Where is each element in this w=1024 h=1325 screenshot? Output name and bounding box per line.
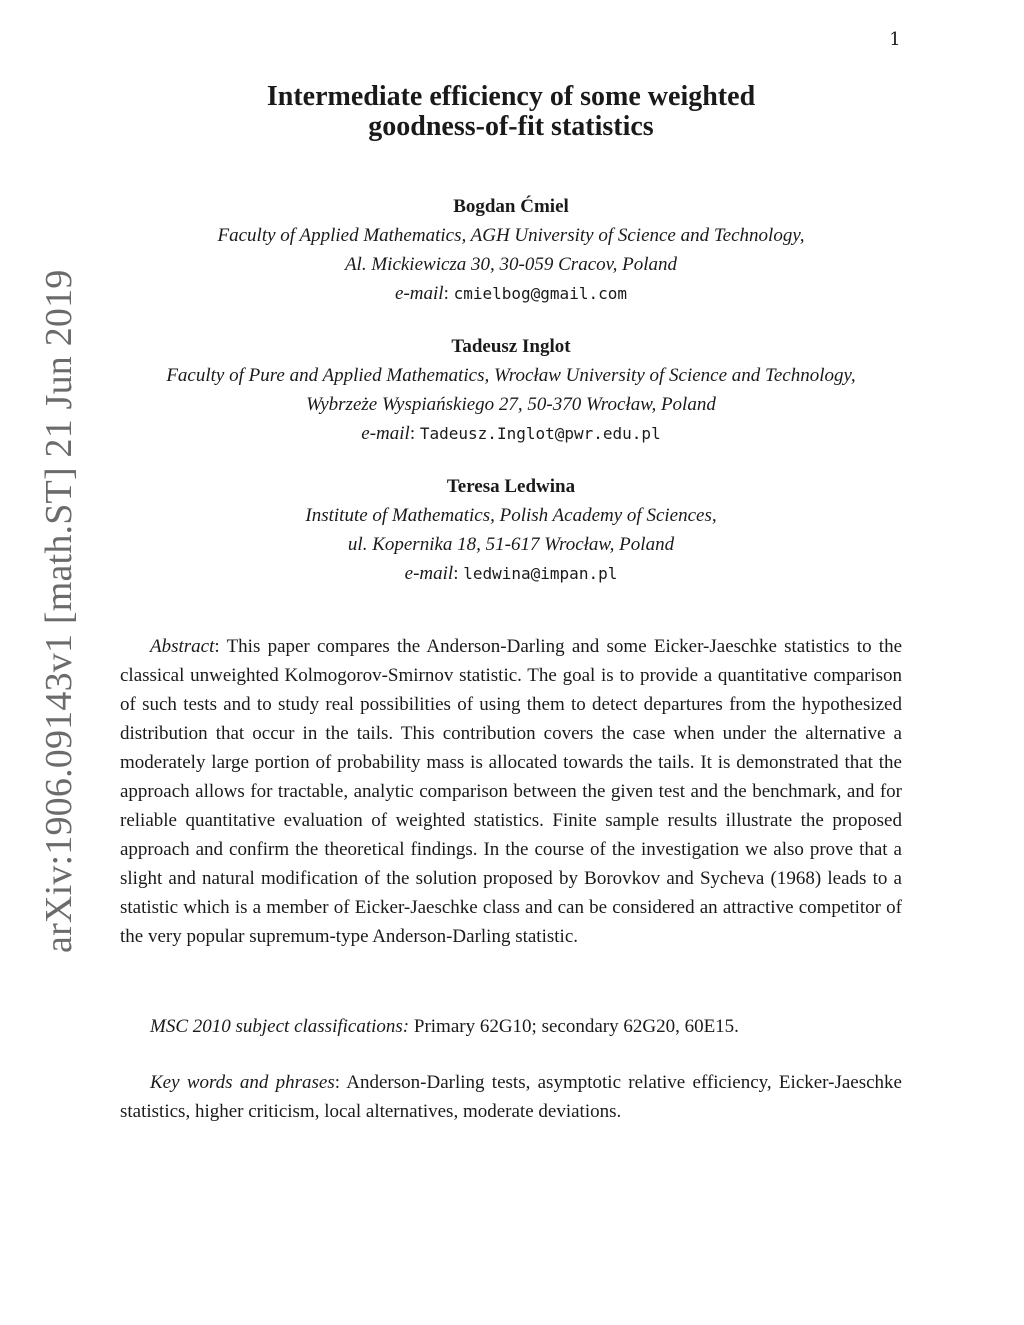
- abstract-label: Abstract: [150, 636, 215, 657]
- author-name: Bogdan Ćmiel: [453, 196, 569, 217]
- email-label: e-mail: [361, 423, 410, 444]
- msc-label: MSC 2010 subject classifications:: [150, 1016, 410, 1037]
- arxiv-stamp: arXiv:1906.09143v1 [math.ST] 21 Jun 2019: [38, 269, 80, 953]
- author-block-1: [120, 192, 902, 308]
- author-affiliation-line-2: ul. Kopernika 18, 51-617 Wrocław, Poland: [347, 534, 675, 555]
- author-email-line: e-mail: ledwina@impan.pl: [404, 563, 618, 584]
- abstract: Abstract: This paper compares the Anderson-Darling and some Eicker-Jaeschke statistics to the classical unweighted Kolmogorov-Smirnov statistic. The goal is to provide a quantitative comparison of such tests and to study real possibilities of using them to detect departures from the hypothesized distribution that occur in the tails. This contribution covers the case when under the alternative a moderately large portion of probability mass is allocated towards the tails. It is demonstrated that the approach allows for tractable, analytic comparison between the given test and the benchmark, and for reliable quantitative evaluation of weighted statistics. Finite sample results illustrate the proposed approach and confirm the theoretical findings. In the course of the investigation we also prove that a slight and natural modification of the solution proposed by Borovkov and Sycheva (1968) leads to a statistic which is a member of Eicker-Jaeschke class and can be considered an attractive competitor of the very popular supremum-type Anderson-Darling statistic.: [120, 636, 903, 947]
- author-block-2: [120, 332, 902, 448]
- author-email-line: e-mail: Tadeusz.Inglot@pwr.edu.pl: [361, 423, 661, 444]
- abstract-text: This paper compares the Anderson-Darling and some Eicker-Jaeschke statistics to the classical unweighted Kolmogorov-Smirnov statistic. The goal is to provide a quantitative comparison of such tests and to study real possibilities of using them to detect departures from the hypothesized distribution that occur in the tails. This contribution covers the case when under the alternative a moderately large portion of probability mass is allocated towards the tails. It is demonstrated that the approach allows for tractable, analytic comparison between the given test and the benchmark, and for reliable quantitative evaluation of weighted statistics. Finite sample results illustrate the proposed approach and confirm the theoretical findings. In the course of the investigation we also prove that a slight and natural modification of the solution proposed by Borovkov and Sycheva (1968) leads to a statistic which is a member of Eicker-Jaeschke class and can be considered an attractive competitor of the very popular supremum-type Anderson-Darling statistic.: [120, 636, 903, 947]
- author-affiliation-line-2: Al. Mickiewicza 30, 30-059 Cracov, Poland: [344, 254, 678, 275]
- author-email: ledwina@impan.pl: [463, 564, 618, 583]
- title-line-1: Intermediate efficiency of some weighted: [266, 81, 756, 112]
- author-name: Tadeusz Inglot: [451, 336, 571, 357]
- author-affiliation-line-2: Wybrzeże Wyspiańskiego 27, 50-370 Wrocław, Poland: [306, 394, 716, 415]
- paper-title: [120, 82, 902, 142]
- author-name: Teresa Ledwina: [446, 476, 576, 497]
- msc-classifications: [120, 1012, 902, 1041]
- author-email: cmielbog@gmail.com: [453, 284, 627, 303]
- email-label: e-mail: [404, 563, 454, 584]
- author-email-line: e-mail: cmielbog@gmail.com: [395, 283, 627, 304]
- author-affiliation-line-1: Faculty of Pure and Applied Mathematics, Wrocław University of Science and Technology,: [166, 365, 856, 386]
- keywords-text: Anderson-Darling tests, asymptotic relative efficiency, Eicker-Jaeschke statistics, higher criticism, local alternatives, moderate deviations.: [120, 1072, 902, 1122]
- author-email: Tadeusz.Inglot@pwr.edu.pl: [419, 424, 661, 443]
- keywords-label: Key words and phrases: [150, 1072, 335, 1093]
- author-affiliation-line-1: Institute of Mathematics, Polish Academy of Sciences,: [305, 505, 717, 526]
- title-line-2: goodness-of-fit statistics: [368, 111, 654, 142]
- keywords: Key words and phrases: Anderson-Darling tests, asymptotic relative efficiency, Eicker-Jaeschke statistics, higher criticism, local alternatives, moderate deviations.: [120, 1072, 902, 1122]
- page-number: 1: [889, 29, 901, 50]
- author-block-3: [120, 472, 902, 588]
- msc-text: Primary 62G10; secondary 62G20, 60E15.: [413, 1016, 739, 1037]
- author-affiliation-line-1: Faculty of Applied Mathematics, AGH University of Science and Technology,: [217, 225, 805, 246]
- email-label: e-mail: [395, 283, 444, 304]
